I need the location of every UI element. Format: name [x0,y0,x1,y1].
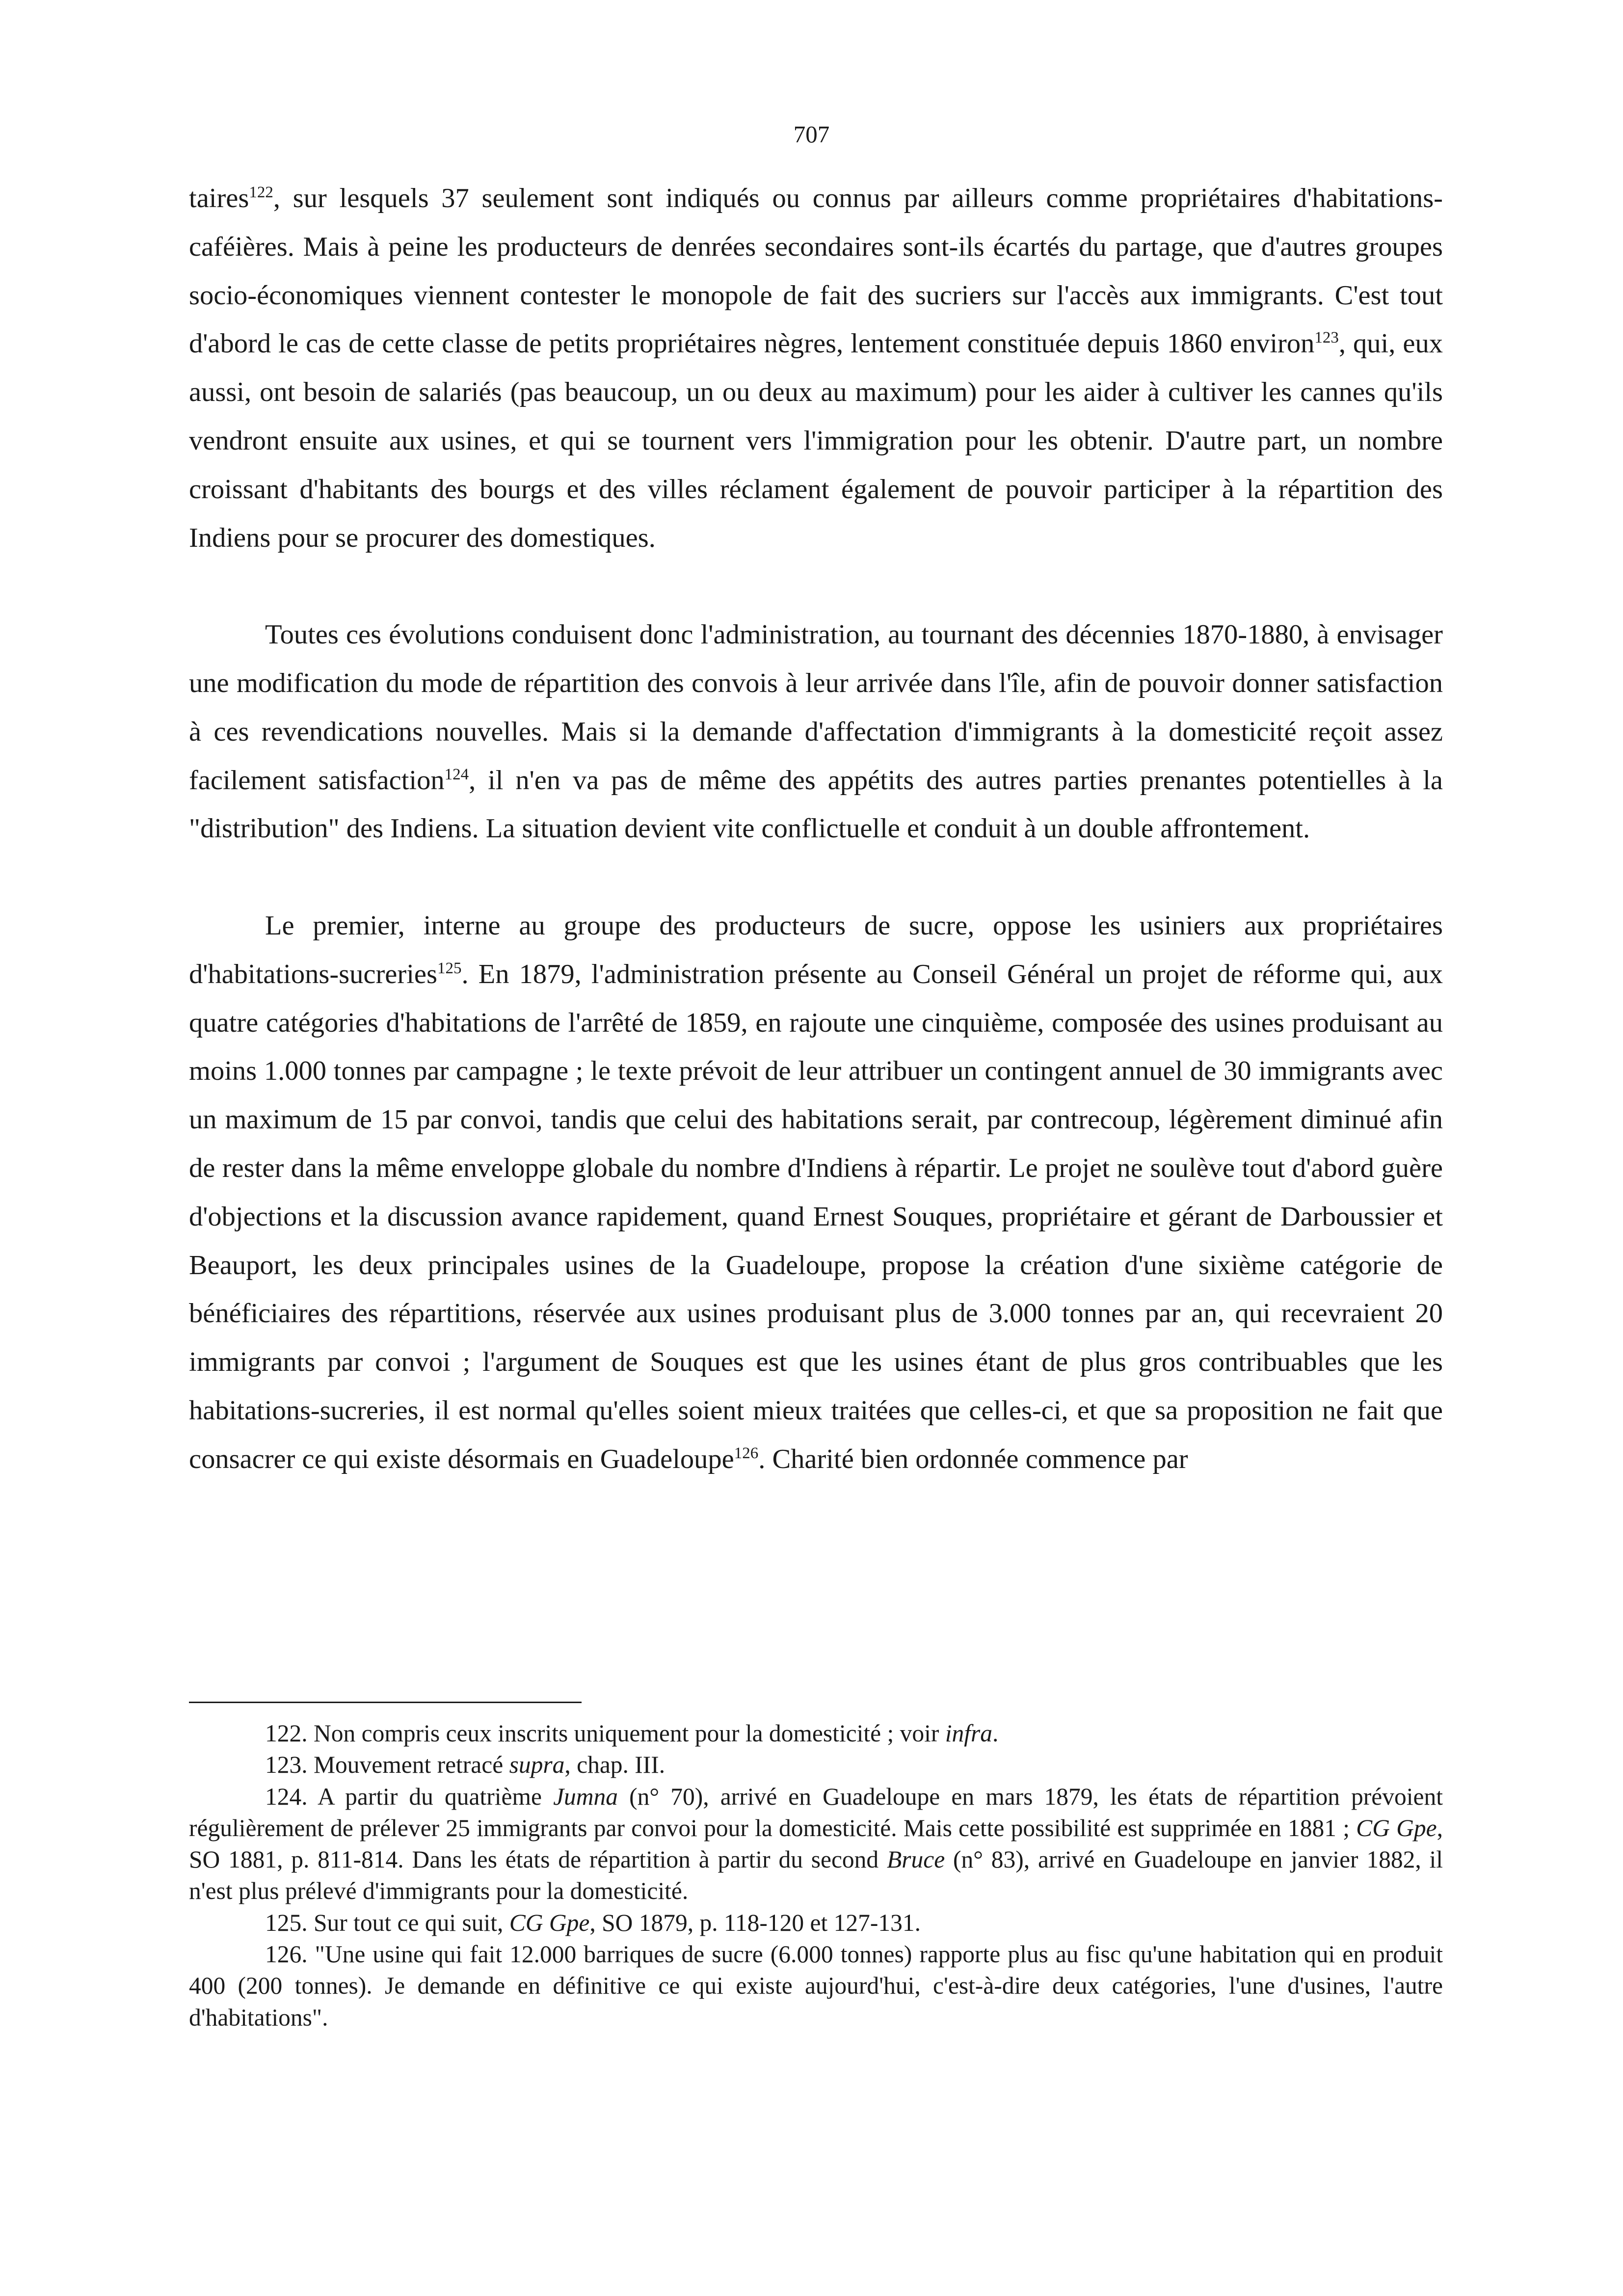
footnotes [189,1718,1443,2033]
footnote-italic: infra [945,1720,993,1747]
main-text [189,174,1443,1484]
footnote-125 [189,1907,1443,1939]
footnote-text: 125. Sur tout ce qui suit, [265,1909,509,1936]
footnote-126 [189,1939,1443,2033]
text-segment: , qui, eux aussi, ont besoin de salariés (pas beaucoup, un ou deux au maximum) pour les aider à cultiver les cannes qu'ils vendront ensuite aux usines, et qui se tournent vers l'immigration pour les obtenir. D'autre part, un nombre croissant d'habitants des bourgs et des villes réclament également de pouvoir participer à la répartition des Indiens pour se procurer des domestiques. [189,328,1443,553]
footnote-122 [189,1718,1443,1749]
footnote-italic: CG Gpe [1356,1814,1437,1842]
footnote-ref-124[interactable]: 124 [444,765,469,783]
footnote-ref-122[interactable]: 122 [249,184,273,201]
footnote-text: . [992,1720,999,1747]
paragraph-1 [189,174,1443,562]
footnote-separator [189,1702,582,1703]
paragraph-2 [189,611,1443,853]
footnote-italic: supra [509,1751,565,1779]
footnote-ref-123[interactable]: 123 [1314,329,1339,347]
footnote-ref-125[interactable]: 125 [437,959,462,977]
footnote-text: , chap. III. [564,1751,665,1779]
footnote-italic: Jumna [553,1783,618,1810]
page-number: 707 [793,121,830,148]
footnote-text: 123. Mouvement retracé [265,1751,509,1779]
text-segment: Le premier, interne au groupe des producteurs de sucre, oppose les usiniers aux propriétaires d'habitations-sucreries [189,910,1443,989]
footnote-text: (n° 70), arrivé en Guadeloupe en mars 1879, les états de répartition prévoient régulièrement de prélever 25 immigrants par convoi pour la domesticité. Mais cette possibilité est supprimée en 1881 ; [189,1783,1443,1842]
footnote-text: , SO 1879, p. 118-120 et 127-131. [589,1909,921,1936]
text-segment: , sur lesquels 37 seulement sont indiqués ou connus par ailleurs comme propriétaires d'habitations-caféières. Mais à peine les producteurs de denrées secondaires sont-ils écartés du partage, que d'autres groupes socio-économiques viennent contester le monopole de fait des sucriers sur l'accès aux immigrants. C'est tout d'abord le cas de cette classe de petits propriétaires nègres, lentement constituée depuis 1860 environ [189,183,1443,359]
footnote-text: 126. "Une usine qui fait 12.000 barriques de sucre (6.000 tonnes) rapporte plus au fisc qu'une habitation qui en produit 400 (200 tonnes). Je demande en définitive ce qui existe aujourd'hui, c'est-à-dire deux catégories, l'une d'usines, l'autre d'habitations". [189,1941,1443,2031]
paragraph-3 [189,902,1443,1484]
footnote-123 [189,1749,1443,1781]
footnote-text: 124. A partir du quatrième [265,1783,554,1810]
text-segment: Toutes ces évolutions conduisent donc l'administration, au tournant des décennies 1870-1880, à envisager une modification du mode de répartition des convois à leur arrivée dans l'île, afin de pouvoir donner satisfaction à ces revendications nouvelles. Mais si la demande d'affectation d'immigrants à la domesticité reçoit assez facilement satisfaction [189,619,1443,796]
footnote-text: (n° 83), arrivé en Guadeloupe en janvier 1882, il n'est plus prélevé d'immigrants pour la domesticité. [189,1846,1443,1905]
text-segment: , il n'en va pas de même des appétits des autres parties prenantes potentielles à la "distribution" des Indiens. La situation devient vite conflictuelle et conduit à un double affrontement. [189,765,1443,844]
footnote-text: , SO 1881, p. 811-814. Dans les états de répartition à partir du second [189,1814,1443,1873]
text-segment: . Charité bien ordonnée commence par [758,1443,1188,1474]
footnote-124 [189,1781,1443,1907]
text-segment: taires [189,183,249,214]
text-segment: . En 1879, l'administration présente au Conseil Général un projet de réforme qui, aux quatre catégories d'habitations de l'arrêté de 1859, en rajoute une cinquième, composée des usines produisant au moins 1.000 tonnes par campagne ; le texte prévoit de leur attribuer un contingent annuel de 30 immigrants avec un maximum de 15 par convoi, tandis que celui des habitations serait, par contrecoup, légèrement diminué afin de rester dans la même enveloppe globale du nombre d'Indiens à répartir. Le projet ne soulève tout d'abord guère d'objections et la discussion avance rapidement, quand Ernest Souques, propriétaire et gérant de Darboussier et Beauport, les deux principales usines de la Guadeloupe, propose la création d'une sixième catégorie de bénéficiaires des répartitions, réservée aux usines produisant plus de 3.000 tonnes par an, qui recevraient 20 immigrants par convoi ; l'argument de Souques est que les usines étant de plus gros contribuables que les habitations-sucreries, il est normal qu'elles soient mieux traitées que celles-ci, et que sa proposition ne fait que consacrer ce qui existe désormais en Guadeloupe [189,959,1443,1474]
footnote-italic: Bruce [886,1846,945,1873]
footnote-text: 122. Non compris ceux inscrits uniquement pour la domesticité ; voir [265,1720,945,1747]
footnote-italic: CG Gpe [509,1909,590,1936]
footnote-ref-126[interactable]: 126 [734,1444,759,1462]
